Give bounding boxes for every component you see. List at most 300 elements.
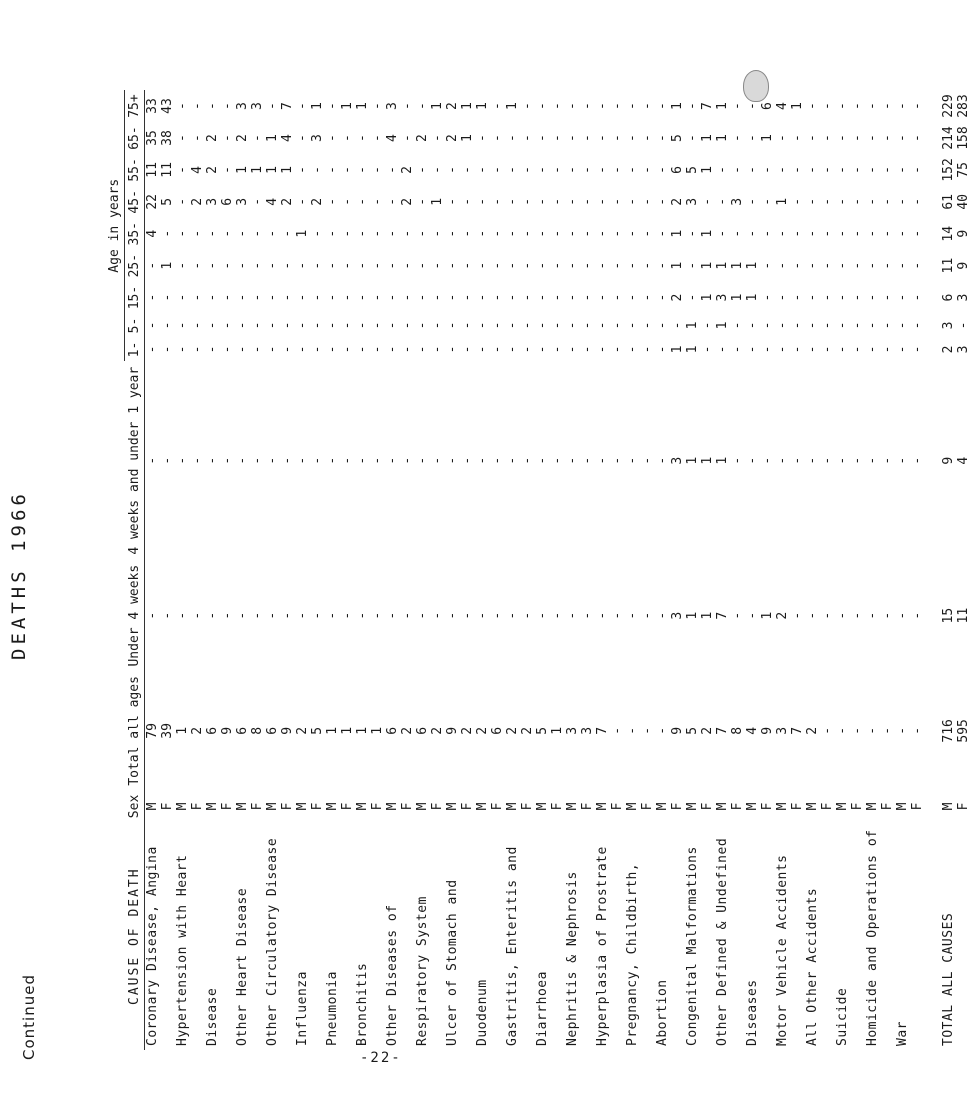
value-cell: - [220, 134, 235, 142]
value-cell: - [370, 293, 385, 302]
value-cell: - [175, 261, 190, 270]
table-row [685, 90, 700, 1050]
value-cell: - [640, 261, 655, 270]
value-cell: - [805, 261, 820, 270]
value-cell: - [640, 166, 655, 174]
value-cell: - [520, 293, 535, 302]
value-cell: - [385, 456, 400, 465]
cause-label [490, 822, 505, 1050]
value-cell: - [565, 611, 580, 620]
value-cell: - [625, 456, 640, 465]
value-cell: - [460, 197, 475, 206]
value-cell: 1 [670, 261, 685, 270]
value-cell: - [265, 102, 280, 110]
value-cell: - [385, 229, 400, 238]
value-cell: - [520, 456, 535, 465]
value-cell: 6 [385, 726, 400, 735]
value-cell: - [340, 611, 355, 620]
value-cell: 1 [430, 197, 445, 206]
value-cell: - [565, 197, 580, 206]
value-cell: - [790, 134, 805, 142]
value-cell: - [325, 197, 340, 206]
value-cell: - [265, 293, 280, 302]
value-cell: 2 [445, 134, 460, 142]
table-row [310, 90, 325, 1050]
value-cell: - [415, 166, 430, 174]
value-cell: - [280, 611, 295, 620]
value-cell: - [550, 293, 565, 302]
value-cell: - [595, 345, 610, 354]
value-cell: - [760, 345, 775, 354]
cause-label: Other Heart Disease [235, 887, 250, 1046]
value-cell: - [850, 345, 865, 354]
value-cell: - [595, 456, 610, 465]
value-cell: - [385, 197, 400, 206]
value-cell: 1 [505, 102, 520, 110]
value-cell: - [400, 293, 415, 302]
value-cell: - [355, 321, 370, 330]
value-cell: - [835, 134, 850, 142]
value-cell: 7 [790, 726, 805, 735]
value-cell: - [850, 726, 865, 735]
value-cell: - [610, 197, 625, 206]
value-cell: 2 [400, 726, 415, 735]
value-cell: - [415, 611, 430, 620]
table-row [835, 90, 850, 1050]
value-cell: - [415, 197, 430, 206]
value-cell: 3 [250, 102, 265, 110]
value-cell: - [790, 611, 805, 620]
table-row [385, 90, 400, 1050]
value-cell: - [400, 345, 415, 354]
cause-label [220, 822, 235, 1050]
value-cell: - [235, 456, 250, 465]
cause-label [790, 822, 805, 1050]
value-cell: 229 [941, 94, 956, 118]
cause-label: Disease [205, 987, 220, 1046]
value-cell: 2 [400, 197, 415, 206]
value-cell: - [820, 197, 835, 206]
header-age-5: 45- [125, 186, 145, 218]
value-cell: - [835, 166, 850, 174]
value-cell: - [715, 229, 730, 238]
table-row [175, 90, 190, 1050]
value-cell: - [715, 166, 730, 174]
cause-label [700, 822, 715, 1050]
sex-cell: M [895, 802, 910, 811]
value-cell: - [880, 726, 895, 735]
value-cell: - [700, 197, 715, 206]
value-cell: - [625, 261, 640, 270]
value-cell: 4 [145, 229, 160, 238]
value-cell: - [865, 261, 880, 270]
value-cell: - [460, 345, 475, 354]
value-cell: - [655, 134, 670, 142]
cause-label [760, 822, 775, 1050]
sex-cell: M [775, 802, 790, 811]
value-cell: - [370, 456, 385, 465]
value-cell: 1 [295, 229, 310, 238]
value-cell: 1 [430, 102, 445, 110]
value-cell: 1 [715, 261, 730, 270]
value-cell: 1 [310, 102, 325, 110]
value-cell: - [340, 261, 355, 270]
value-cell: - [835, 293, 850, 302]
value-cell: 2 [505, 726, 520, 735]
value-cell: - [445, 321, 460, 330]
value-cell: - [295, 261, 310, 270]
value-cell: - [370, 102, 385, 110]
value-cell: - [490, 229, 505, 238]
cause-label: Suicide [835, 987, 850, 1046]
value-cell: - [460, 261, 475, 270]
value-cell: - [805, 345, 820, 354]
value-cell: - [430, 261, 445, 270]
value-cell: - [535, 102, 550, 110]
value-cell: - [850, 229, 865, 238]
table-row [490, 90, 505, 1050]
value-cell: - [760, 261, 775, 270]
value-cell: - [880, 345, 895, 354]
value-cell: - [235, 293, 250, 302]
sex-cell: M [445, 802, 460, 811]
value-cell: - [445, 611, 460, 620]
value-cell: - [865, 321, 880, 330]
value-cell: - [805, 293, 820, 302]
value-cell: - [355, 293, 370, 302]
cause-label [460, 822, 475, 1050]
sex-cell: M [265, 802, 280, 811]
value-cell: - [175, 456, 190, 465]
value-cell: 14 [941, 225, 956, 242]
value-cell: - [760, 293, 775, 302]
value-cell: - [175, 345, 190, 354]
cause-label: Coronary Disease, Angina [145, 846, 160, 1046]
value-cell: - [835, 456, 850, 465]
value-cell: - [745, 611, 760, 620]
value-cell: - [655, 166, 670, 174]
value-cell: - [610, 321, 625, 330]
value-cell: - [595, 134, 610, 142]
cause-label [670, 822, 685, 1050]
value-cell: - [520, 261, 535, 270]
value-cell: 2 [415, 134, 430, 142]
value-cell: - [910, 345, 925, 354]
value-cell: - [400, 229, 415, 238]
value-cell: - [640, 134, 655, 142]
value-cell: - [790, 456, 805, 465]
value-cell: - [595, 229, 610, 238]
value-cell: - [580, 102, 595, 110]
value-cell: 40 [956, 194, 971, 210]
value-cell: - [325, 134, 340, 142]
value-cell: 1 [475, 102, 490, 110]
value-cell: 1 [700, 134, 715, 142]
value-cell: - [895, 134, 910, 142]
value-cell: - [280, 456, 295, 465]
cause-label [160, 822, 175, 1050]
value-cell: 1 [715, 321, 730, 330]
value-cell: - [145, 456, 160, 465]
value-cell: - [295, 293, 310, 302]
value-cell: - [160, 293, 175, 302]
value-cell: - [505, 321, 520, 330]
value-cell: 1 [460, 134, 475, 142]
value-cell: 214 [941, 126, 956, 150]
sex-cell: F [280, 802, 295, 811]
value-cell: - [370, 321, 385, 330]
cause-label: Other Diseases of [385, 904, 400, 1046]
value-cell: 716 [941, 719, 956, 743]
sex-cell: M [535, 802, 550, 811]
value-cell: 15 [941, 607, 956, 624]
value-cell: - [580, 134, 595, 142]
table-row [325, 90, 340, 1050]
value-cell: 595 [956, 719, 971, 743]
value-cell: - [190, 102, 205, 110]
value-cell: 1 [760, 134, 775, 142]
cause-label: Respiratory System [415, 896, 430, 1046]
value-cell: - [880, 102, 895, 110]
value-cell: - [745, 229, 760, 238]
value-cell: 38 [160, 130, 175, 146]
value-cell: 1 [715, 134, 730, 142]
value-cell: 6 [490, 726, 505, 735]
value-cell: - [745, 166, 760, 174]
value-cell: - [790, 321, 805, 330]
value-cell: - [685, 293, 700, 302]
value-cell: - [310, 321, 325, 330]
value-cell: - [295, 197, 310, 206]
value-cell: - [805, 229, 820, 238]
value-cell: 9 [941, 456, 956, 465]
value-cell: - [175, 229, 190, 238]
value-cell: 11 [160, 162, 175, 178]
value-cell: - [775, 166, 790, 174]
value-cell: - [145, 321, 160, 330]
table-row [145, 90, 161, 1050]
value-cell: - [625, 102, 640, 110]
value-cell: - [310, 166, 325, 174]
value-cell: - [956, 321, 971, 330]
value-cell: - [265, 611, 280, 620]
cause-label: Diseases [745, 979, 760, 1046]
value-cell: - [910, 611, 925, 620]
sex-cell: M [415, 802, 430, 811]
value-cell: - [730, 611, 745, 620]
value-cell: - [325, 102, 340, 110]
value-cell: 9 [670, 726, 685, 735]
value-cell: - [220, 102, 235, 110]
value-cell: - [910, 229, 925, 238]
value-cell: - [865, 197, 880, 206]
value-cell: 39 [160, 723, 175, 739]
value-cell: 2 [700, 726, 715, 735]
value-cell: - [295, 611, 310, 620]
value-cell: - [445, 229, 460, 238]
value-cell: - [895, 293, 910, 302]
value-cell: - [850, 611, 865, 620]
value-cell: 6 [265, 726, 280, 735]
value-cell: - [865, 456, 880, 465]
header-age-in-years: Age in years [105, 90, 125, 361]
value-cell: - [175, 293, 190, 302]
value-cell: - [790, 197, 805, 206]
value-cell: - [415, 293, 430, 302]
value-cell: - [445, 166, 460, 174]
value-cell: - [205, 102, 220, 110]
value-cell: 2 [670, 197, 685, 206]
value-cell: 1 [700, 261, 715, 270]
value-cell: - [535, 134, 550, 142]
table-row [160, 90, 175, 1050]
value-cell: - [370, 134, 385, 142]
value-cell: 6 [415, 726, 430, 735]
value-cell: 2 [475, 726, 490, 735]
value-cell: 3 [670, 456, 685, 465]
value-cell: - [415, 321, 430, 330]
value-cell: - [460, 229, 475, 238]
table-row [730, 90, 745, 1050]
value-cell: - [640, 726, 655, 735]
value-cell: - [805, 456, 820, 465]
value-cell: - [910, 134, 925, 142]
value-cell: - [835, 261, 850, 270]
value-cell: - [685, 134, 700, 142]
value-cell: - [370, 345, 385, 354]
cause-label: TOTAL ALL CAUSES [941, 912, 956, 1046]
sex-cell: F [310, 802, 325, 811]
value-cell: - [550, 166, 565, 174]
value-cell: - [865, 166, 880, 174]
value-cell: - [265, 229, 280, 238]
value-cell: 1 [685, 345, 700, 354]
table-row [505, 90, 520, 1050]
value-cell: - [745, 102, 760, 110]
value-cell: - [895, 345, 910, 354]
cause-label: Bronchitis [355, 962, 370, 1046]
value-cell: - [775, 321, 790, 330]
value-cell: 1 [700, 229, 715, 238]
value-cell: - [340, 197, 355, 206]
value-cell: - [415, 456, 430, 465]
value-cell: - [145, 261, 160, 270]
value-cell: - [475, 229, 490, 238]
cause-label: Other Defined & Undefined [715, 837, 730, 1046]
header-age-4: 35- [125, 218, 145, 250]
value-cell: - [820, 726, 835, 735]
value-cell: 1 [325, 726, 340, 735]
value-cell: - [820, 345, 835, 354]
value-cell: - [640, 197, 655, 206]
sex-cell: F [700, 802, 715, 811]
sex-cell: M [145, 802, 160, 811]
value-cell: 2 [445, 102, 460, 110]
value-cell: - [595, 166, 610, 174]
value-cell: - [535, 321, 550, 330]
cause-label [730, 822, 745, 1050]
value-cell: - [340, 229, 355, 238]
value-cell: 1 [355, 726, 370, 735]
value-cell: - [220, 293, 235, 302]
value-cell: 7 [595, 726, 610, 735]
value-cell: 1 [175, 726, 190, 735]
value-cell: - [280, 321, 295, 330]
sex-cell: M [385, 802, 400, 811]
value-cell: - [565, 293, 580, 302]
value-cell: 2 [941, 345, 956, 354]
value-cell: - [880, 261, 895, 270]
value-cell: - [205, 293, 220, 302]
table-row [880, 90, 895, 1050]
value-cell: - [640, 456, 655, 465]
value-cell: 9 [760, 726, 775, 735]
sex-cell: F [340, 802, 355, 811]
value-cell: 11 [145, 162, 160, 178]
table-row [520, 90, 535, 1050]
value-cell: - [610, 345, 625, 354]
value-cell: - [625, 345, 640, 354]
value-cell: - [775, 229, 790, 238]
value-cell: - [895, 102, 910, 110]
cause-label [430, 822, 445, 1050]
value-cell: - [205, 261, 220, 270]
value-cell: - [370, 197, 385, 206]
value-cell: - [355, 229, 370, 238]
value-cell: - [595, 611, 610, 620]
value-cell: - [475, 293, 490, 302]
value-cell: - [520, 166, 535, 174]
value-cell: - [580, 321, 595, 330]
value-cell: - [235, 345, 250, 354]
value-cell: 4 [385, 134, 400, 142]
value-cell: - [145, 345, 160, 354]
table-row [745, 90, 760, 1050]
value-cell: - [520, 197, 535, 206]
value-cell: 43 [160, 98, 175, 114]
sex-cell: F [760, 802, 775, 811]
value-cell: - [835, 197, 850, 206]
sex-cell: F [850, 802, 865, 811]
value-cell: - [475, 261, 490, 270]
value-cell: - [805, 321, 820, 330]
sex-cell: F [910, 802, 925, 811]
value-cell: - [310, 261, 325, 270]
value-cell: - [490, 293, 505, 302]
value-cell: - [550, 134, 565, 142]
value-cell: - [505, 166, 520, 174]
value-cell: - [145, 611, 160, 620]
value-cell: 11 [941, 257, 956, 274]
value-cell: - [895, 611, 910, 620]
value-cell: - [820, 229, 835, 238]
value-cell: - [655, 456, 670, 465]
value-cell: 2 [190, 726, 205, 735]
cause-label: Pregnancy, Childbirth, [625, 862, 640, 1046]
value-cell: - [370, 166, 385, 174]
value-cell: - [610, 293, 625, 302]
value-cell: - [595, 321, 610, 330]
value-cell: - [265, 321, 280, 330]
value-cell: 4 [265, 197, 280, 206]
value-cell: - [190, 293, 205, 302]
value-cell: 1 [775, 197, 790, 206]
value-cell: 6 [760, 102, 775, 110]
value-cell: - [340, 293, 355, 302]
sex-cell: M [205, 802, 220, 811]
value-cell: - [685, 261, 700, 270]
value-cell: 152 [941, 158, 956, 182]
